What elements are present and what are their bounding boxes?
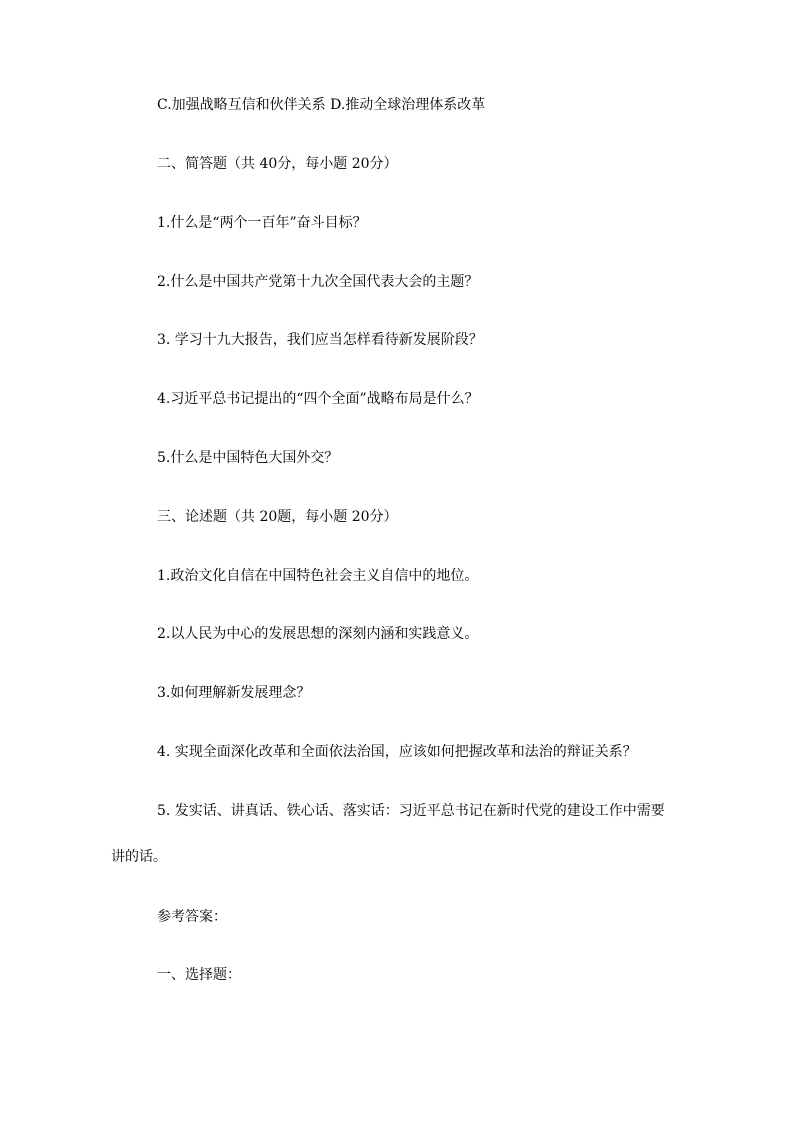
short-answer-question-5: 5.什么是中国特色大国外交？ — [157, 450, 339, 466]
answers-section-choice: 一、选择题： — [157, 967, 241, 983]
essay-question-3: 3.如何理解新发展理念？ — [157, 685, 311, 701]
essay-question-5: 5. 发实话、讲真话、铁心话、落实话：习近平总书记在新时代党的建设工作中需要 — [157, 803, 665, 819]
essay-question-1: 1.政治文化自信在中国特色社会主义自信中的地位。 — [157, 568, 479, 584]
short-answer-question-2: 2.什么是中国共产党第十九次全国代表大会的主题？ — [157, 274, 479, 290]
section-heading-essay: 三、论述题（共 20题，每小题 20分） — [157, 509, 398, 525]
essay-question-5-continuation: 讲的话。 — [111, 849, 167, 865]
section-heading-short-answer: 二、简答题（共 40分，每小题 20分） — [157, 156, 398, 172]
short-answer-question-4: 4.习近平总书记提出的“四个全面”战略布局是什么？ — [157, 391, 479, 407]
option-line-cd: C.加强战略互信和伙伴关系 D.推动全球治理体系改革 — [157, 97, 486, 113]
essay-question-4: 4. 实现全面深化改革和全面依法治国，应该如何把握改革和法治的辩证关系？ — [157, 744, 637, 760]
short-answer-question-1: 1.什么是“两个一百年”奋斗目标？ — [157, 215, 367, 231]
essay-question-2: 2.以人民为中心的发展思想的深刻内涵和实践意义。 — [157, 626, 479, 642]
short-answer-question-3: 3. 学习十九大报告，我们应当怎样看待新发展阶段？ — [157, 332, 483, 348]
answers-heading: 参考答案： — [157, 909, 227, 925]
